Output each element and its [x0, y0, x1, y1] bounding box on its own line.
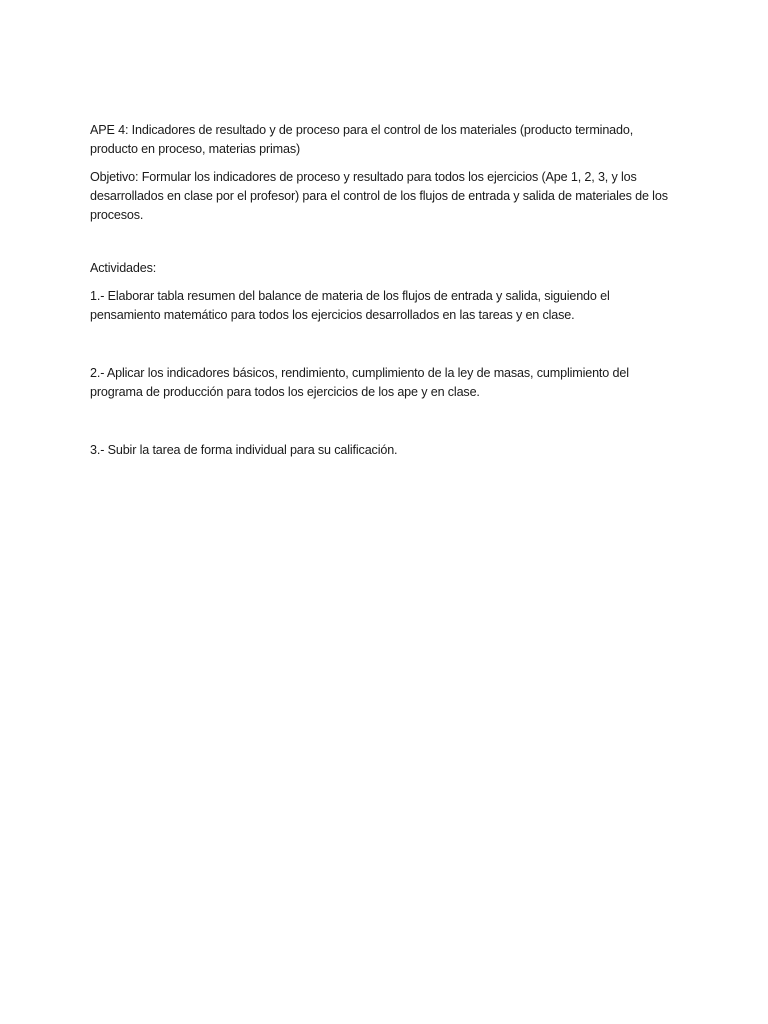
activity-item-3: 3.- Subir la tarea de forma individual para su calificación.	[90, 443, 398, 457]
activity-item-1: 1.- Elaborar tabla resumen del balance de materia de los flujos de entrada y salida, siguiendo el pensamiento matemático para todos los ejercicios desarrollados en las tareas y en clase.	[90, 289, 610, 322]
document-page	[90, 121, 680, 460]
objective-paragraph: Objetivo: Formular los indicadores de proceso y resultado para todos los ejercicios (Ape 1, 2, 3, y los desarrollados en clase por el profesor) para el control de los flujos de entrada y salida de materiales de los procesos.	[90, 170, 668, 222]
document-title: APE 4: Indicadores de resultado y de proceso para el control de los materiales (producto terminado, producto en proceso, materias primas)	[90, 123, 634, 156]
activity-item-2: 2.- Aplicar los indicadores básicos, rendimiento, cumplimiento de la ley de masas, cumplimiento del programa de producción para todos los ejercicios de los ape y en clase.	[90, 366, 629, 399]
activities-heading: Actividades:	[90, 261, 157, 275]
